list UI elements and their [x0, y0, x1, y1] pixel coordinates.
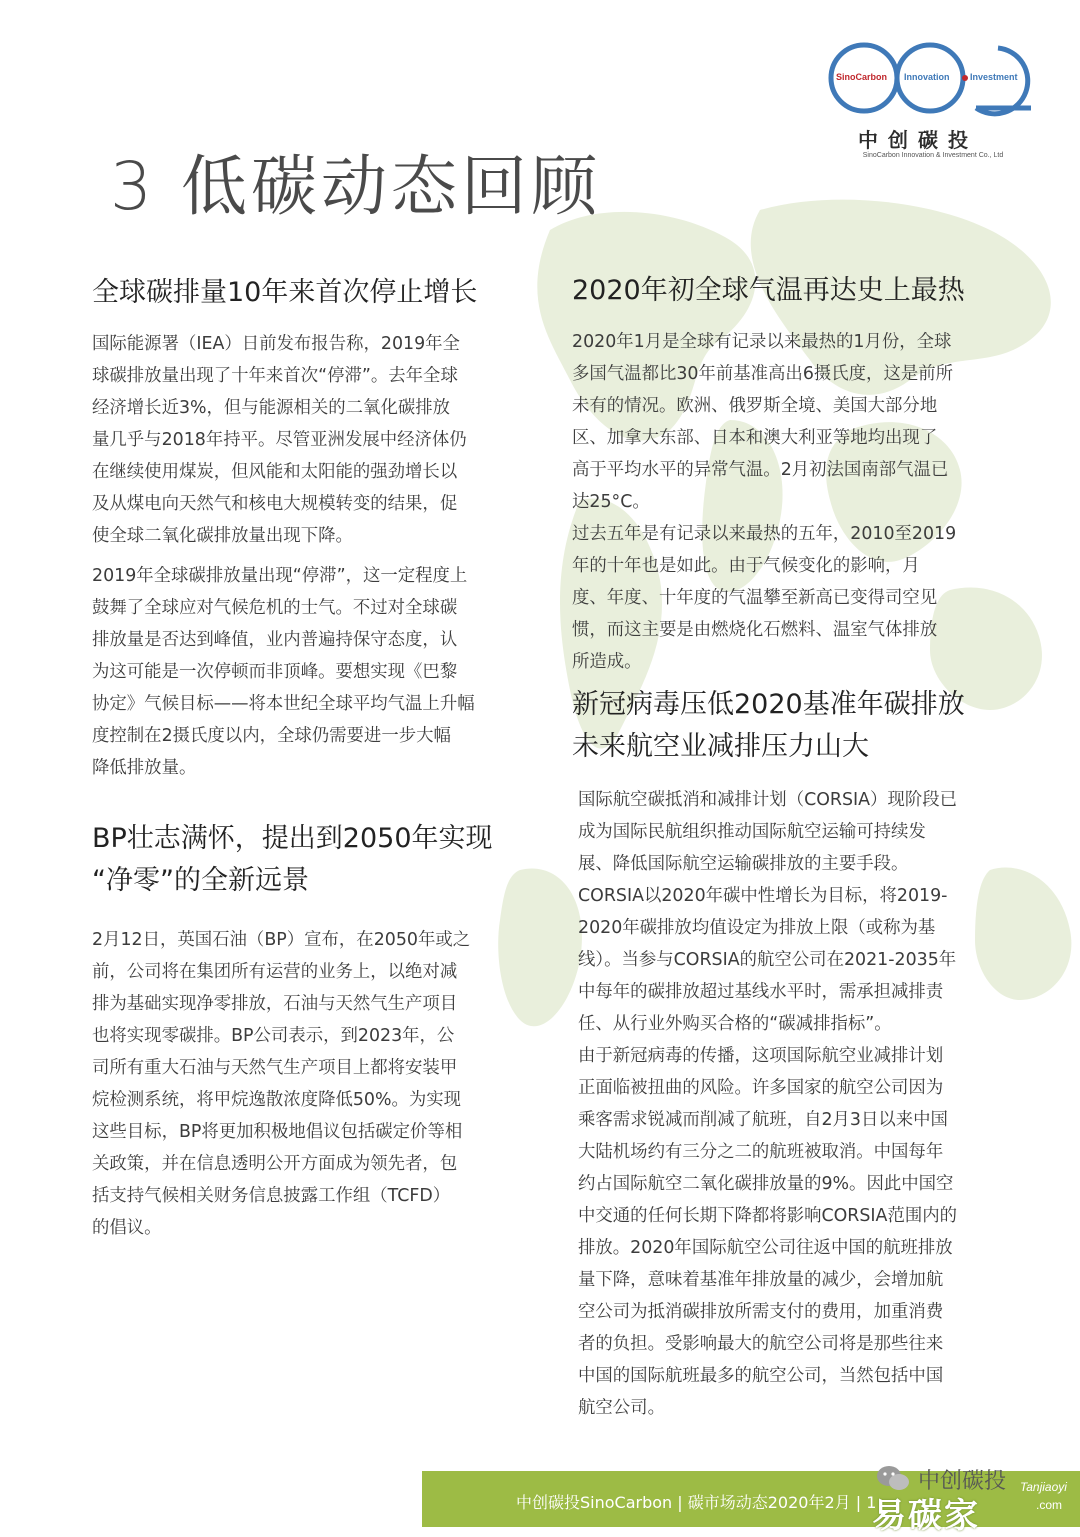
- sinocarbon-logo: [826, 36, 1036, 166]
- watermark-domain: Tanjiaoyi: [1020, 1480, 1067, 1494]
- page-title: 3 低碳动态回顾: [110, 148, 601, 225]
- article-paragraph: 2020年1月是全球有记录以来最热的1月份，全球 多国气温都比30年前基准高出6摄氏度，这是前所 未有的情况。欧洲、俄罗斯全境、美国大部分地 区、加拿大东部、日本和澳大利亚等地均出现了 高于平均水平的异常气温。2月初法国南部气温已 达25°C。: [572, 332, 954, 512]
- right-column: [572, 270, 1012, 678]
- article-paragraph: 2月12日，英国石油（BP）宣布，在2050年或之 前，公司将在集团所有运营的业务上，以绝对减 排为基础实现净零排放，石油与天然气生产项目 也将实现零碳排。BP公司表示，到2023年，公 司所有重大石油与天然气生产项目上都将安装甲 烷检测系统，将甲烷逸散浓度降低50%。为实现 这些目标，BP将更加积极地倡议包括碳定价等相 关政策，并在信息透明公开方面成为领先者，包 括支持气候相关财务信息披露工作组（TCFD） 的倡议。: [92, 930, 471, 1238]
- article-paragraph: 国际航空碳抵消和减排计划（CORSIA）现阶段已 成为国际民航组织推动国际航空运输可持续发 展、降低国际航空运输碳排放的主要手段。 CORSIA以2020年碳中性增长为目标，将2019- 2020年碳排放均值设定为排放上限（或称为基 线）。当参与CORSIA的航空公司在2021-2035年 中每年的碳排放超过基线水平时，需承担减排责 任、从行业外购买合格的“碳减排指标”。: [578, 790, 958, 1034]
- article-heading-temperature: 2020年初全球气温再达史上最热: [572, 275, 965, 306]
- logo-label-sinocarbon: [836, 72, 887, 82]
- article-heading-bp: BP壮志满怀，提出到2050年实现 “净零”的全新远景: [92, 823, 493, 896]
- article-paragraph: 国际能源署（IEA）日前发布报告称，2019年全 球碳排放量出现了十年来首次“停滞”。去年全球 经济增长近3%，但与能源相关的二氧化碳排放 量几乎与2018年持平。尽管亚洲发展中经济体仍 在继续使用煤炭，但风能和太阳能的强劲增长以 及从煤电向天然气和核电大规模转变的结果，促 使全球二氧化碳排放量出现下降。: [92, 334, 467, 546]
- logo-label-sino: SinoCarbon: [836, 72, 887, 82]
- left-column-article2: [92, 818, 524, 1244]
- logo-name-en: SinoCarbon Innovation & Investment Co., Ltd: [862, 152, 1004, 159]
- article-heading-covid-aviation: 新冠病毒压低2020基准年碳排放 未来航空业减排压力山大: [572, 689, 965, 762]
- article-paragraph: 2019年全球碳排放量出现“停滞”，这一定程度上 鼓舞了全球应对气候危机的士气。不过对全球碳 排放量是否达到峰值，业内普遍持保守态度，认 为这可能是一次停顿而非顶峰。要想实现《巴黎 协定》气候目标——将本世纪全球平均气温上升幅 度控制在2摄氏度以内，全球仍需要进一步大幅 降低排放量。: [92, 566, 475, 778]
- watermark-brand: 中创碳投: [918, 1469, 1007, 1494]
- watermark-com: .com: [1036, 1498, 1063, 1512]
- watermark-site: 易碳家: [872, 1496, 980, 1536]
- left-column: [92, 272, 524, 784]
- logo-name-cn: 中创碳投: [858, 128, 978, 152]
- logo-label-investment: Investment: [970, 72, 1018, 82]
- article-heading-global-emissions: 全球碳排量10年来首次停止增长: [92, 277, 478, 308]
- right-column-article4: [572, 684, 1012, 1424]
- footer-text: 中创碳投SinoCarbon | 碳市场动态2020年2月 | 1: [516, 1493, 877, 1512]
- article-paragraph: 过去五年是有记录以来最热的五年，2010至2019 年的十年也是如此。由于气候变化的影响，月 度、年度、十年度的气温攀至新高已变得司空见 惯，而这主要是由燃烧化石燃料、温室气体排放 所造成。: [572, 524, 957, 672]
- article-paragraph: 由于新冠病毒的传播，这项国际航空业减排计划 正面临被扭曲的风险。许多国家的航空公司因为 乘客需求锐减而削减了航班，自2月3日以来中国 大陆机场约有三分之二的航班被取消。中国每年 约占国际航空二氧化碳排放量的9%。因此中国空 中交通的任何长期下降都将影响CORSIA范围内的 排放。2020年国际航空公司往返中国的航班排放 量下降，意味着基准年排放量的减少，会增加航 空公司为抵消碳排放所需支付的费用，加重消费 者的负担。受影响最大的航空公司将是那些往来 中国的国际航班最多的航空公司，当然包括中国 航空公司。: [578, 1046, 958, 1418]
- logo-label-innovation: Innovation: [904, 72, 950, 82]
